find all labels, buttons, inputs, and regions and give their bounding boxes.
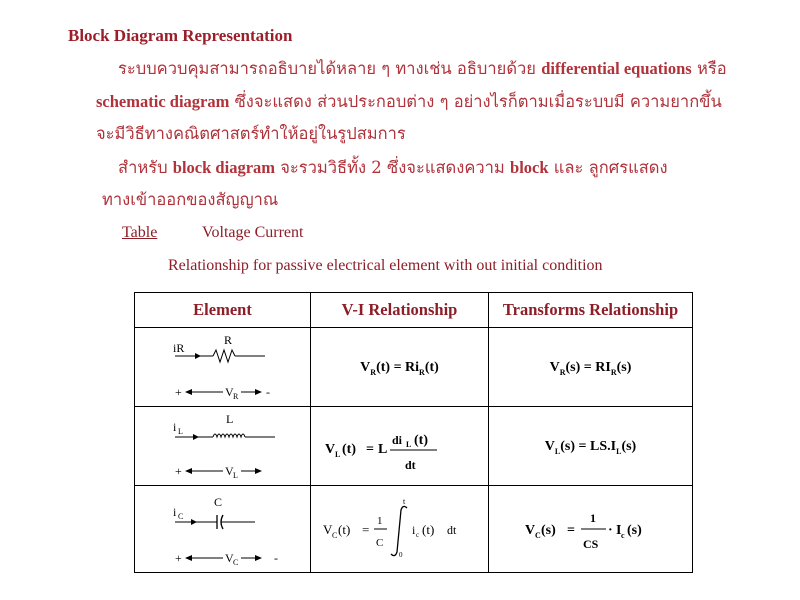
capacitor-voltage-sub: C (233, 558, 239, 567)
svg-text:(s): (s) (541, 523, 556, 538)
capacitor-transform-cell (489, 486, 693, 573)
svg-text:1: 1 (377, 515, 383, 527)
svg-text:i: i (412, 523, 416, 537)
capacitor-current-sub: C (178, 512, 184, 521)
svg-text:L: L (335, 450, 341, 459)
paragraph1-line1: ระบบควบคุมสามารถอธิบายได้หลาย ๆ ทางเช่น อธิบายด้วย differential equations หรือ (118, 59, 727, 78)
svg-text:C: C (376, 537, 384, 549)
svg-text:(t): (t) (342, 442, 356, 457)
svg-text:V: V (525, 523, 536, 538)
capacitor-transform-equation (489, 486, 692, 572)
inductor-current-sub: L (178, 427, 183, 436)
svg-text:I: I (616, 523, 622, 538)
svg-text:dt: dt (405, 458, 416, 472)
svg-text:C: C (332, 531, 338, 540)
resistor-current-label: iR (173, 341, 185, 355)
table-header-row (135, 293, 693, 328)
svg-text:·: · (608, 523, 613, 538)
svg-text:di: di (392, 433, 403, 447)
resistor-symbol-icon (135, 328, 310, 406)
inductor-current-label: i (173, 420, 177, 434)
svg-text:V: V (323, 522, 333, 537)
capacitor-symbol-icon (135, 486, 310, 572)
svg-text:dt: dt (447, 523, 457, 537)
inductor-vi-equation (311, 407, 488, 485)
svg-text:=: = (567, 523, 575, 538)
svg-text:(t): (t) (422, 522, 435, 537)
capacitor-component-label: C (214, 495, 223, 509)
resistor-vi-equation: $V_R(t) = Ri_R(t)$ (360, 359, 439, 377)
svg-text:L: L (406, 440, 412, 449)
svg-text:CS: CS (583, 537, 599, 551)
resistor-voltage: V (225, 385, 234, 399)
svg-text:C: C (535, 531, 541, 540)
svg-text:t: t (403, 497, 406, 506)
table-label: Table (122, 224, 158, 241)
paragraph1-line3: จะมีวิธีทางคณิตศาสตร์ทำให้อยู่ในรูปสมการ (96, 124, 406, 143)
svg-text:0: 0 (399, 551, 403, 559)
table-row-resistor (135, 328, 693, 407)
inductor-plus: + (175, 464, 182, 478)
resistor-transform-equation: $V_R(s) = RI_R(s)$ (549, 359, 632, 377)
paragraph2-line2: ทางเข้าออกของสัญญาณ (102, 190, 279, 209)
resistor-transform-cell (489, 328, 693, 407)
paragraph2-line1: สำหรับ block diagram จะรวมวิธีทั้ง 2 ซึ่งจะแสดงความ block และ ลูกศรแสดง (118, 158, 668, 177)
resistor-element-cell (135, 328, 311, 407)
inductor-transform-equation: $V_L(s) = LS.I_L(s)$ (544, 438, 637, 456)
table-caption: Relationship for passive electrical element with out initial condition (168, 257, 603, 274)
header-transform: Transforms Relationship (489, 293, 693, 328)
resistor-minus: - (266, 385, 270, 399)
capacitor-element-cell (135, 486, 311, 573)
svg-text:(t): (t) (338, 522, 351, 537)
svg-text:(t): (t) (414, 433, 428, 448)
svg-text:1: 1 (590, 511, 596, 525)
inductor-transform-cell (489, 407, 693, 486)
table-title: Voltage Current (202, 224, 304, 241)
table-row-inductor (135, 407, 693, 486)
resistor-vi-cell (311, 328, 489, 407)
section-heading: Block Diagram Representation (68, 26, 293, 45)
capacitor-vi-cell (311, 486, 489, 573)
svg-text:L: L (378, 442, 388, 457)
inductor-voltage-sub: L (233, 471, 238, 480)
inductor-element-cell (135, 407, 311, 486)
capacitor-vi-equation (311, 486, 488, 572)
table-row-capacitor (135, 486, 693, 573)
capacitor-plus: + (175, 551, 182, 565)
inductor-voltage: V (225, 464, 234, 478)
capacitor-current-label: i (173, 505, 177, 519)
resistor-plus: + (175, 385, 182, 399)
svg-text:V: V (325, 442, 336, 457)
paragraph1-line2: schematic diagram ซึ่งจะแสดง ส่วนประกอบต่าง ๆ อย่างไรก็ตามเมื่อระบบมี ความยากขึ้น (96, 92, 722, 111)
inductor-symbol-icon (135, 407, 310, 485)
inductor-vi-cell (311, 407, 489, 486)
header-element: Element (135, 293, 311, 328)
inductor-component-label: L (226, 412, 234, 426)
capacitor-minus: - (274, 551, 278, 565)
svg-text:c: c (621, 531, 625, 540)
svg-text:(s): (s) (627, 523, 642, 538)
relationship-table (134, 292, 693, 573)
resistor-voltage-sub: R (233, 392, 239, 401)
svg-text:=: = (366, 442, 374, 457)
header-vi: V-I Relationship (311, 293, 489, 328)
capacitor-voltage: V (225, 551, 234, 565)
svg-text:=: = (362, 522, 370, 537)
svg-text:c: c (416, 531, 420, 539)
resistor-component-label: R (224, 333, 233, 347)
